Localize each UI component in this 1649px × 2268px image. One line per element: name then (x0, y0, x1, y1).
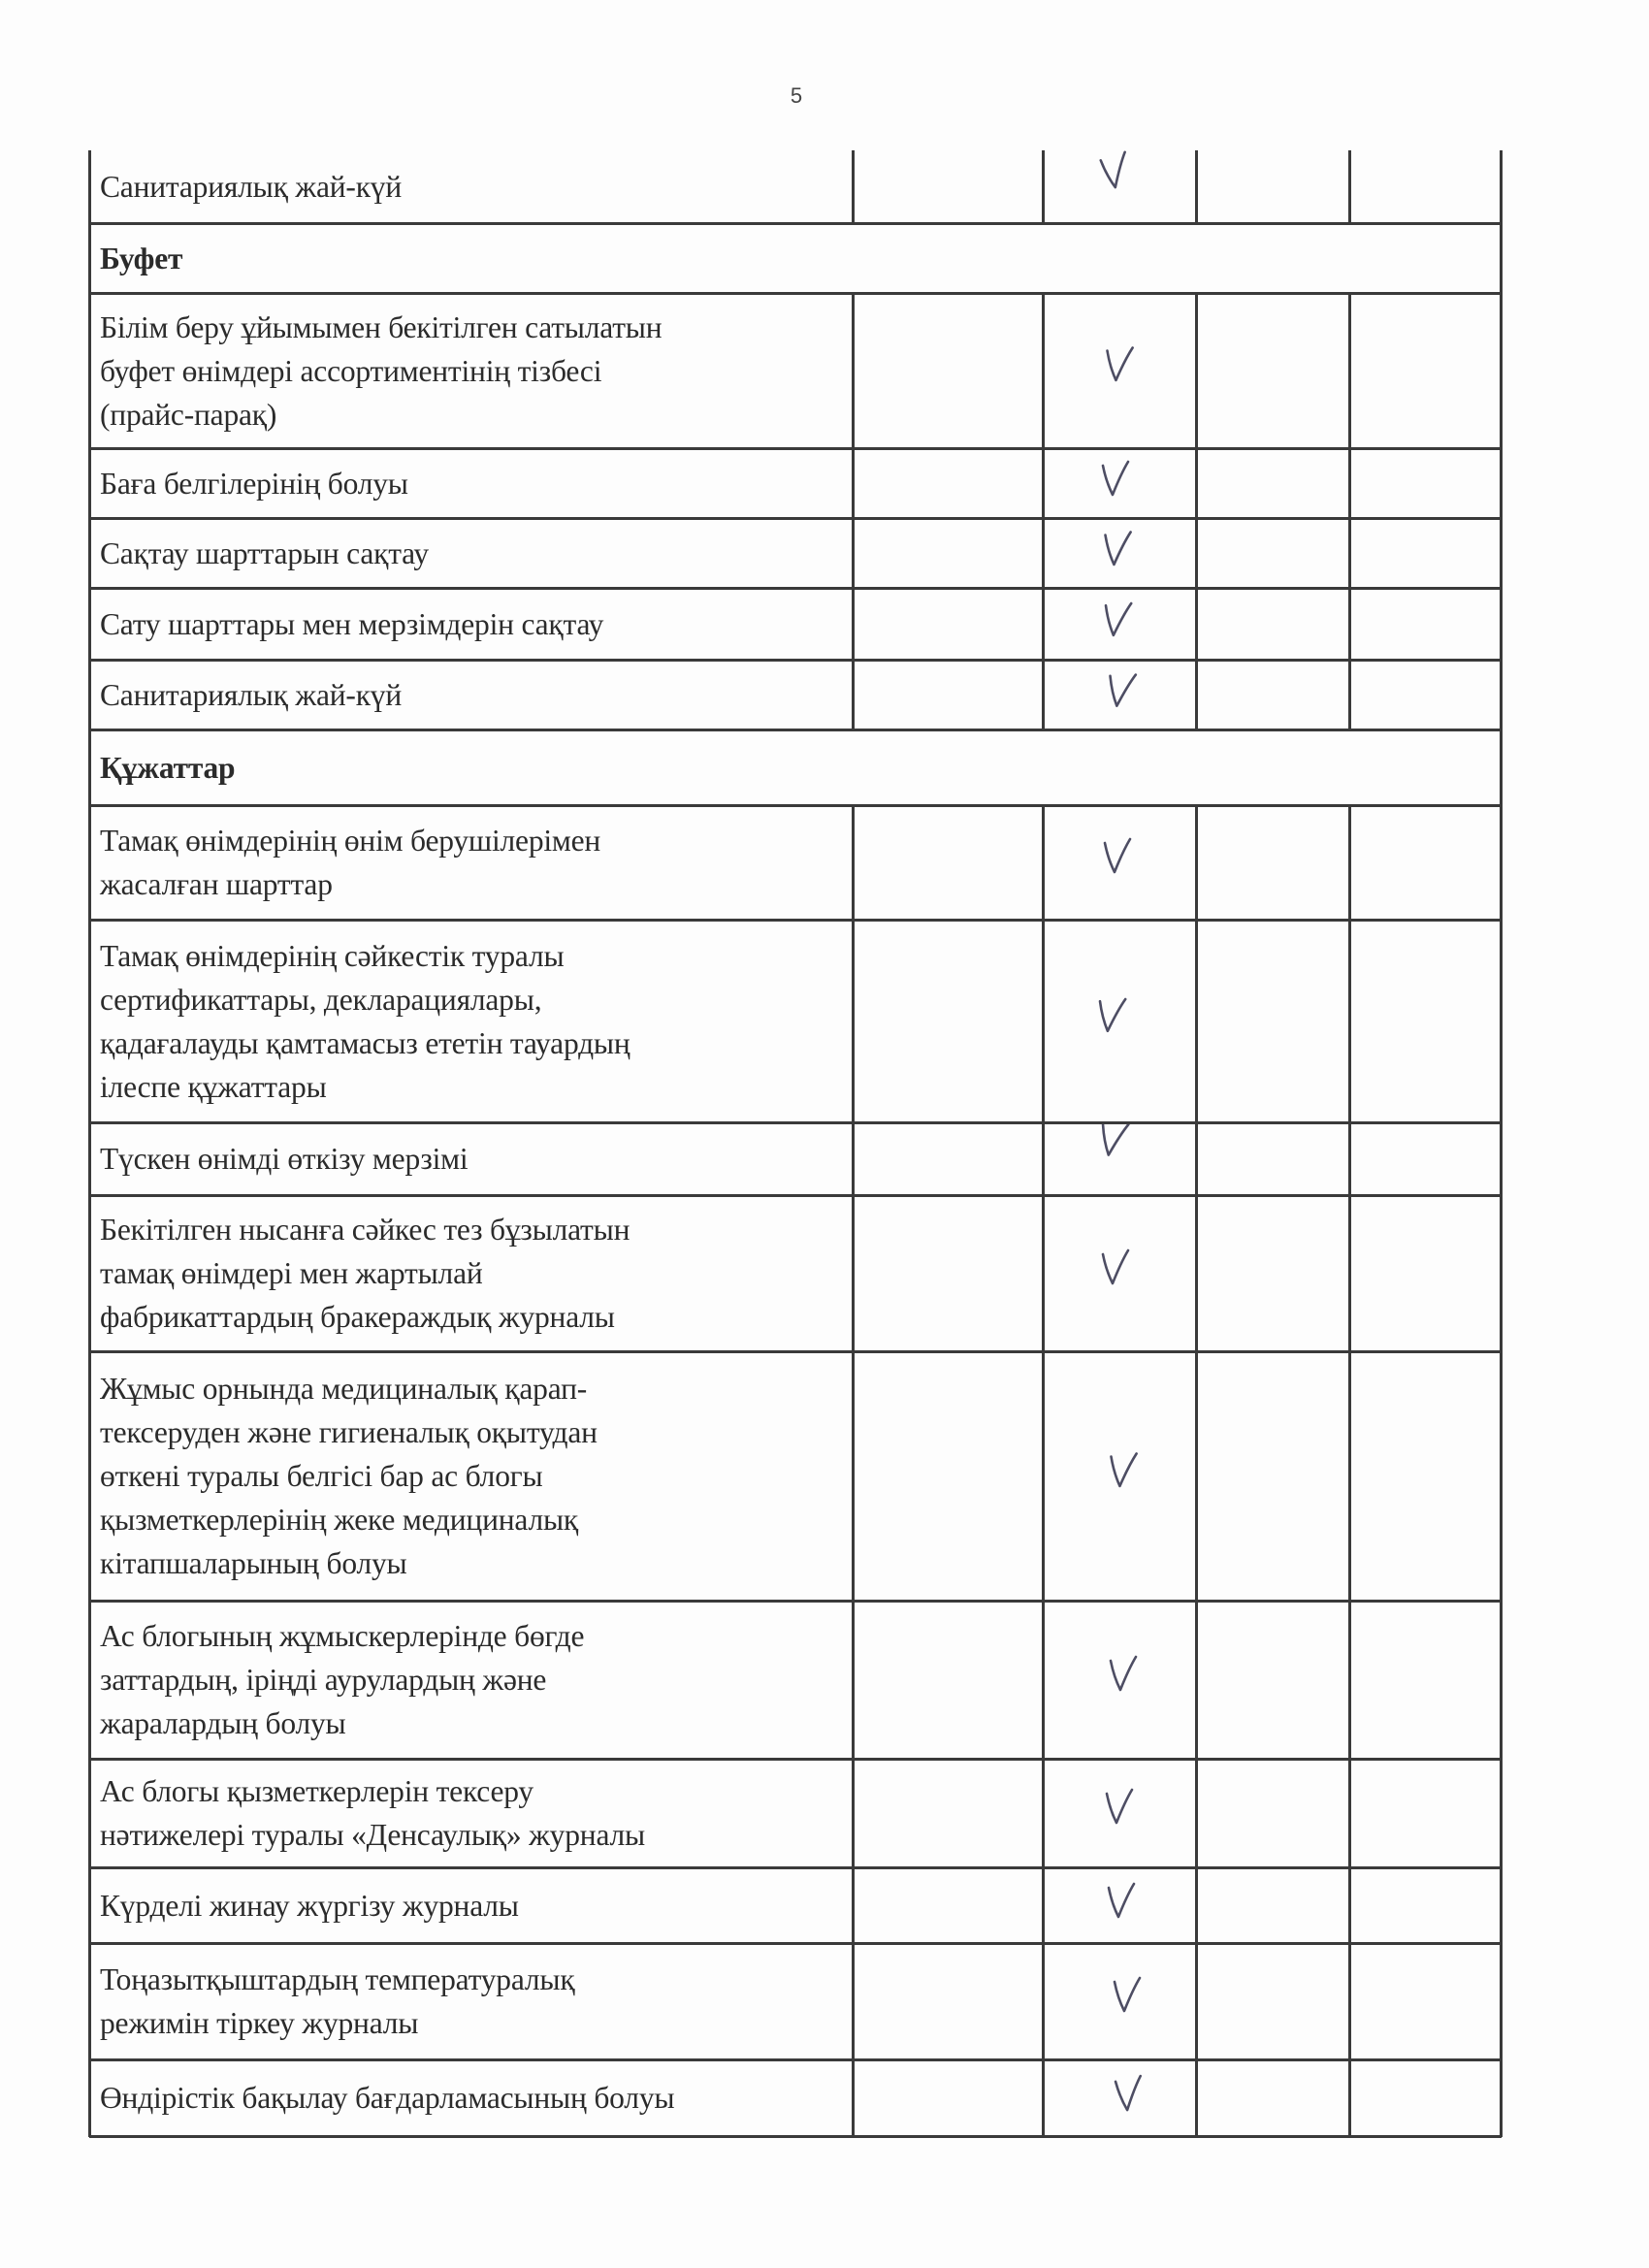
answer-cell-1[interactable] (855, 451, 1039, 515)
criterion-text: Баға белгілерінің болуы (100, 466, 408, 501)
table-row (89, 1122, 1500, 1195)
check-mark-icon (1090, 992, 1132, 1038)
answer-cell-4[interactable] (1351, 1762, 1497, 1864)
check-mark-icon (1103, 1653, 1142, 1696)
answer-cell-4[interactable] (1351, 1354, 1497, 1598)
answer-cell-3[interactable] (1198, 521, 1345, 585)
answer-cell-3[interactable] (1198, 153, 1345, 220)
row-divider (89, 1942, 1502, 1945)
answer-cell-4[interactable] (1351, 591, 1497, 657)
answer-cell-4[interactable] (1351, 451, 1497, 515)
answer-cell-1[interactable] (855, 521, 1039, 585)
answer-cell-4[interactable] (1351, 923, 1497, 1119)
checklist-table (89, 150, 1500, 2136)
row-divider (89, 1350, 1502, 1353)
criterion-text: Сақтау шарттарын сақтау (100, 535, 429, 570)
table-row (89, 448, 1500, 518)
row-divider (89, 2058, 1502, 2061)
check-mark-icon (1095, 1247, 1134, 1289)
answer-cell-1[interactable] (855, 153, 1039, 220)
answer-cell-4[interactable] (1351, 2062, 1497, 2133)
check-mark-icon (1101, 1880, 1140, 1923)
check-mark-icon (1096, 598, 1138, 643)
answer-cell-3[interactable] (1198, 663, 1345, 727)
answer-cell-3[interactable] (1198, 1762, 1345, 1864)
answer-cell-4[interactable] (1351, 521, 1497, 585)
section-header-row (89, 729, 1500, 805)
answer-cell-4[interactable] (1351, 153, 1497, 220)
check-mark-icon (1099, 667, 1142, 714)
answer-cell-3[interactable] (1198, 1604, 1345, 1756)
answer-cell-3[interactable] (1198, 1198, 1345, 1348)
row-divider (89, 1600, 1502, 1603)
page-number: 5 (790, 83, 803, 108)
answer-cell-3[interactable] (1198, 591, 1345, 657)
answer-cell-4[interactable] (1351, 1604, 1497, 1756)
table-row (89, 1867, 1500, 1943)
check-mark-icon (1102, 1448, 1143, 1492)
table-row (89, 805, 1500, 920)
criterion-text: Күрделі жинау жүргізу журналы (100, 1888, 519, 1923)
answer-cell-1[interactable] (855, 1762, 1039, 1864)
answer-cell-1[interactable] (855, 2062, 1039, 2133)
criterion-text: Өндірістік бақылау бағдарламасының болуы (100, 2081, 675, 2115)
answer-cell-4[interactable] (1351, 808, 1497, 917)
row-divider (89, 2135, 1502, 2138)
answer-cell-1[interactable] (855, 663, 1039, 727)
criterion-text: Жұмыс орнында медициналық қарап- тексеруден және гигиеналық оқытудан өткені туралы белгісі бар ас блогы қызметкерлерінің жеке медициналық кітапшаларының болуы (100, 1372, 598, 1580)
table-row (89, 920, 1500, 1122)
check-mark-icon (1091, 147, 1137, 196)
answer-cell-4[interactable] (1351, 1125, 1497, 1192)
answer-cell-3[interactable] (1198, 1354, 1345, 1598)
answer-cell-1[interactable] (855, 923, 1039, 1119)
answer-cell-1[interactable] (855, 296, 1039, 445)
criterion-text: Санитариялық жай-күй (100, 170, 403, 204)
table-right-border (1500, 150, 1503, 2137)
row-divider (89, 292, 1502, 295)
row-divider (89, 659, 1502, 662)
answer-cell-3[interactable] (1198, 1870, 1345, 1940)
answer-cell-1[interactable] (855, 1354, 1039, 1598)
table-row (89, 588, 1500, 660)
row-divider (89, 919, 1502, 922)
table-row (89, 293, 1500, 448)
table-row (89, 1601, 1500, 1759)
table-left-border (88, 150, 91, 2137)
check-mark-icon (1099, 1786, 1138, 1829)
answer-cell-4[interactable] (1351, 1870, 1497, 1940)
answer-cell-1[interactable] (855, 591, 1039, 657)
answer-cell-4[interactable] (1351, 1946, 1497, 2057)
answer-cell-3[interactable] (1198, 808, 1345, 917)
criterion-text: Тамақ өнімдерінің сәйкестік туралы сертификаттары, декларациялары, қадағалауды қамтамасыз ететін тауардың ілеспе құжаттары (100, 938, 630, 1104)
answer-cell-3[interactable] (1198, 1125, 1345, 1192)
table-row (89, 660, 1500, 729)
check-mark-icon (1095, 458, 1134, 501)
criterion-text: Санитариялық жай-күй (100, 677, 403, 712)
answer-cell-3[interactable] (1198, 1946, 1345, 2057)
row-divider (89, 1194, 1502, 1197)
row-divider (89, 1758, 1502, 1761)
criterion-text: Тоңазытқыштардың температуралық режимін тіркеу журналы (100, 1962, 575, 2040)
section-title: Құжаттар (100, 750, 236, 785)
criterion-text: Сату шарттары мен мерзімдерін сақтау (100, 606, 604, 641)
table-row (89, 150, 1500, 223)
table-row (89, 1943, 1500, 2059)
answer-cell-1[interactable] (855, 1198, 1039, 1348)
check-mark-icon (1108, 2071, 1149, 2117)
answer-cell-1[interactable] (855, 1125, 1039, 1192)
section-header-row (89, 223, 1500, 293)
table-row (89, 1759, 1500, 1867)
section-title: Буфет (100, 241, 183, 275)
criterion-text: Білім беру ұйымымен бекітілген сатылатын буфет өнімдері ассортиментінің тізбесі (прайс-парақ) (100, 309, 663, 432)
row-divider (89, 729, 1502, 731)
row-divider (89, 517, 1502, 520)
answer-cell-1[interactable] (855, 1870, 1039, 1940)
row-divider (89, 1866, 1502, 1869)
table-row (89, 518, 1500, 588)
check-mark-icon (1097, 835, 1136, 878)
table-row (89, 1351, 1500, 1601)
table-row (89, 1195, 1500, 1351)
row-divider (89, 447, 1502, 450)
criterion-text: Түскен өнімді өткізу мерзімі (100, 1142, 469, 1176)
answer-cell-3[interactable] (1198, 923, 1345, 1119)
row-divider (89, 1121, 1502, 1124)
criterion-text: Ас блогының жұмыскерлерінде бөгде заттардың, іріңді аурулардың және жаралардың болуы (100, 1619, 585, 1740)
row-divider (89, 222, 1502, 225)
criterion-text: Ас блогы қызметкерлерін тексеру нәтижелері туралы «Денсаулық» журналы (100, 1774, 645, 1852)
answer-cell-1[interactable] (855, 808, 1039, 917)
row-divider (89, 587, 1502, 590)
criterion-text: Бекітілген нысанға сәйкес тез бұзылатын тамақ өнімдері мен жартылай фабрикаттардың бракераждық журналы (100, 1213, 630, 1334)
check-mark-icon (1107, 1974, 1146, 2017)
answer-cell-1[interactable] (855, 1604, 1039, 1756)
check-mark-icon (1098, 342, 1139, 386)
answer-cell-3[interactable] (1198, 296, 1345, 445)
criterion-text: Тамақ өнімдерінің өнім берушілерімен жасалған шарттар (100, 824, 601, 901)
answer-cell-3[interactable] (1198, 451, 1345, 515)
table-row (89, 2059, 1500, 2136)
answer-cell-4[interactable] (1351, 1198, 1497, 1348)
answer-cell-3[interactable] (1198, 2062, 1345, 2133)
answer-cell-4[interactable] (1351, 296, 1497, 445)
answer-cell-1[interactable] (855, 1946, 1039, 2057)
answer-cell-4[interactable] (1351, 663, 1497, 727)
check-mark-icon (1096, 527, 1137, 570)
row-divider (89, 804, 1502, 807)
